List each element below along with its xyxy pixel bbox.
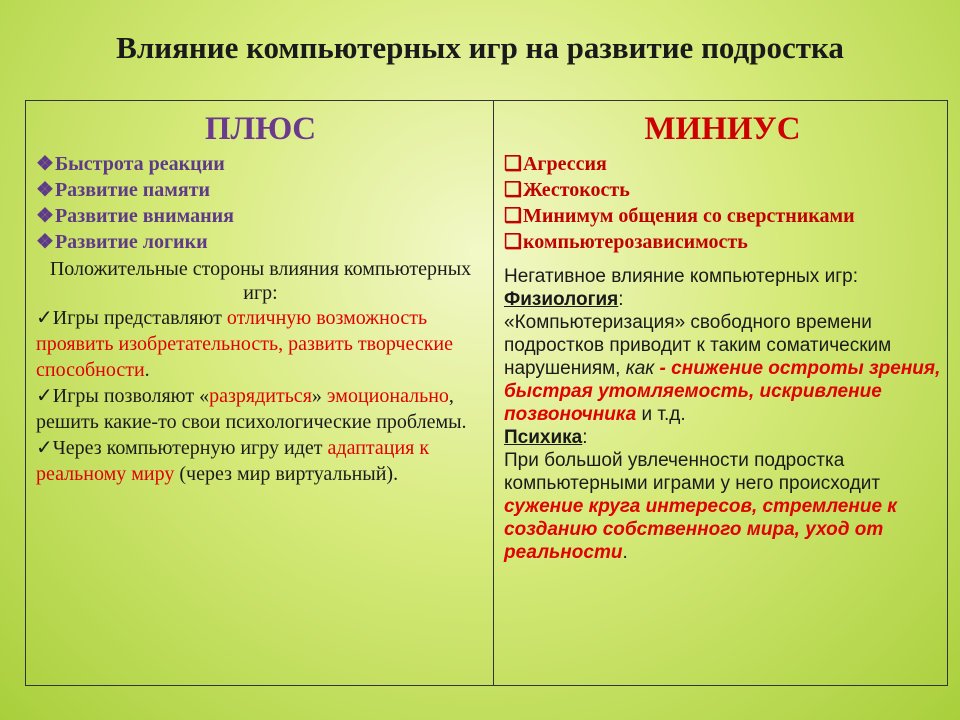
psychology-text: При большой увлеченности подростка компьютерными играми у него происходит сужение круга интересов, стремление к созданию собственного мира, уход от реальности. [504, 450, 897, 563]
list-item: ❖Развитие логики [36, 231, 208, 253]
square-bullet-icon: ❑ [504, 153, 522, 175]
check-icon: ✓ [36, 437, 53, 459]
psychology-heading: Психика: [504, 427, 588, 448]
diamond-bullet-icon: ❖ [36, 179, 54, 201]
diamond-bullet-icon: ❖ [36, 205, 54, 227]
minus-heading: МИНИУС [644, 111, 801, 147]
plus-paragraph-2: ✓Игры позволяют «разрядиться» эмоционально, решить какие-то свои психологические проблемы. [36, 385, 467, 433]
list-item: ❖Быстрота реакции [36, 153, 225, 175]
list-item: ❖Развитие памяти [36, 179, 211, 201]
list-item: ❑Жестокость [504, 179, 630, 201]
list-item: ❖Развитие внимания [36, 205, 234, 227]
square-bullet-icon: ❑ [504, 231, 522, 253]
comparison-table [25, 100, 948, 686]
list-item: ❑компьютерозависимость [504, 231, 748, 253]
physiology-text: «Компьютеризация» свободного времени подростков приводит к таким соматическим нарушениям, как - снижение остроты зрения, быстрая утомляемость, искривление позвоночника и т.д. [504, 312, 941, 425]
list-item: ❑Минимум общения со сверстниками [504, 205, 855, 227]
plus-paragraph-1: ✓Игры представляют отличную возможность проявить изобретательность, развить творческие способности. [36, 307, 454, 381]
diamond-bullet-icon: ❖ [36, 153, 54, 175]
page-title: Влияние компьютерных игр на развитие подростка [116, 30, 844, 65]
square-bullet-icon: ❑ [504, 179, 522, 201]
check-icon: ✓ [36, 307, 53, 329]
plus-subheading: Положительные стороны влияния компьютерных игр: [49, 258, 472, 304]
minus-column [494, 101, 947, 685]
diamond-bullet-icon: ❖ [36, 231, 54, 253]
check-icon: ✓ [36, 385, 53, 407]
square-bullet-icon: ❑ [504, 205, 522, 227]
plus-column [26, 101, 494, 685]
list-item: ❑Агрессия [504, 153, 607, 175]
plus-list [36, 151, 485, 255]
physiology-heading: Физиология: [504, 289, 624, 310]
minus-intro: Негативное влияние компьютерных игр: [504, 266, 858, 287]
plus-paragraph-3: ✓Через компьютерную игру идет адаптация к реальному миру (через мир виртуальный). [36, 437, 430, 485]
plus-heading: ПЛЮС [204, 111, 317, 147]
minus-list [504, 151, 941, 255]
